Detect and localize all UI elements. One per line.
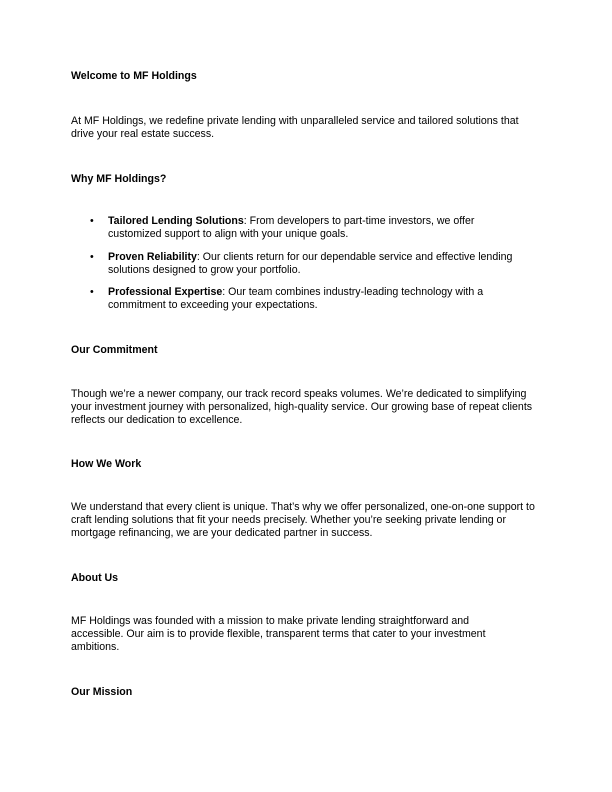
bullet-icon: •	[90, 251, 94, 263]
how-paragraph: We understand that every client is unique. That’s why we offer personalized, one-on-one support to craft lending solutions that fit your needs precisely. Whether you’re seeking private lending or mortgage refinancing, we are your dedicated partner in success.	[71, 501, 535, 539]
welcome-heading: Welcome to MF Holdings	[71, 70, 197, 82]
list-item-text	[108, 286, 528, 312]
why-heading: Why MF Holdings?	[71, 173, 167, 185]
list-item-description: : Our team combines industry-leading technology with a commitment to exceeding your expectations.	[108, 286, 484, 311]
list-item-description: : Our clients return for our dependable service and effective lending solutions designed to grow your portfolio.	[108, 251, 513, 276]
how-heading: How We Work	[71, 458, 142, 470]
commitment-heading: Our Commitment	[71, 344, 158, 356]
list-item-term: Tailored Lending Solutions	[108, 215, 244, 227]
bullet-icon: •	[90, 286, 94, 298]
list-item-term: Proven Reliability	[108, 251, 197, 263]
mission-heading: Our Mission	[71, 686, 133, 698]
bullet-icon: •	[90, 215, 94, 227]
about-heading: About Us	[71, 572, 119, 584]
commitment-paragraph: Though we’re a newer company, our track record speaks volumes. We’re dedicated to simplifying your investment journey with personalized, high-quality service. Our growing base of repeat clients reflects our dedication to excellence.	[71, 388, 533, 426]
welcome-paragraph: At MF Holdings, we redefine private lending with unparalleled service and tailored solutions that drive your real estate success.	[71, 115, 519, 140]
list-item-term: Professional Expertise	[108, 286, 223, 298]
about-paragraph: MF Holdings was founded with a mission to make private lending straightforward and accessible. Our aim is to provide flexible, transparent terms that cater to your investment ambitions.	[71, 615, 486, 653]
list-item-description: : From developers to part-time investors, we offer customized support to align with your unique goals.	[108, 215, 475, 240]
list-item-text	[108, 215, 528, 241]
list-item-text	[108, 251, 528, 277]
